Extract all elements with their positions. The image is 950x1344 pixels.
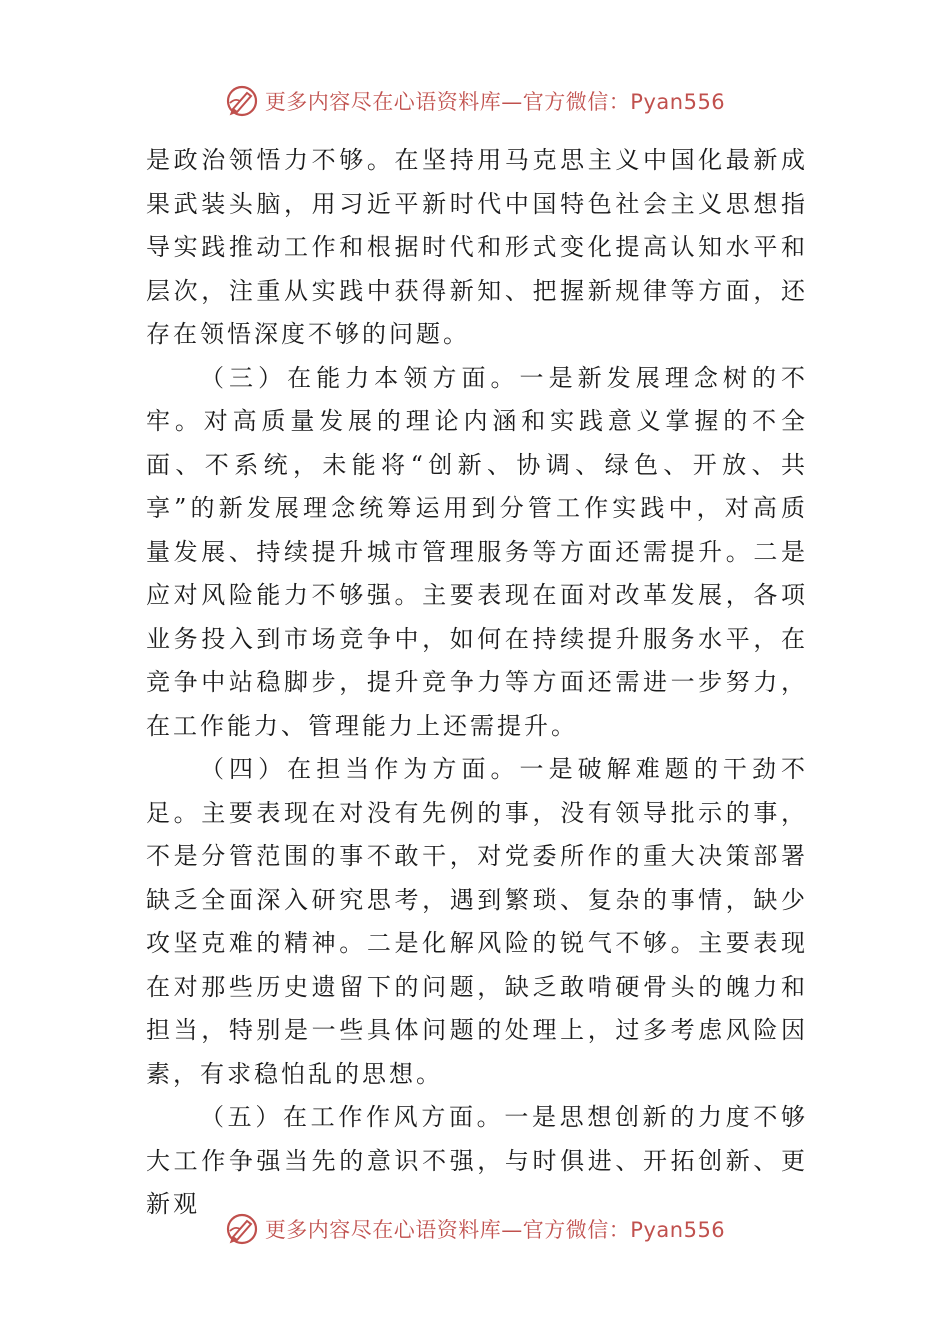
paragraph-1: 是政治领悟力不够。在坚持用马克思主义中国化最新成果武装头脑，用习近平新时代中国特色社会主义思想指导实践推动工作和根据时代和形式变化提高认知水平和层次，注重从实践中获得新知、把握新规律等方面，还存在领悟深度不够的问题。 [146, 146, 808, 348]
footer-watermark [0, 1212, 950, 1246]
paragraph-2: （三）在能力本领方面。一是新发展理念树的不牢。对高质量发展的理论内涵和实践意义掌握的不全面、不系统，未能将“创新、协调、绿色、开放、共享”的新发展理念统筹运用到分管工作实践中，对高质量发展、持续提升城市管理服务等方面还需提升。二是应对风险能力不够强。主要表现在面对改革发展，各项业务投入到市场竞争中，如何在持续提升服务水平，在竞争中站稳脚步，提升竞争力等方面还需进一步努力，在工作能力、管理能力上还需提升。 [146, 363, 808, 740]
pen-logo-icon [225, 84, 259, 118]
header-watermark [0, 84, 950, 118]
watermark-text: 更多内容尽在心语资料库—官方微信：Pyan556 [264, 90, 726, 114]
pen-logo-icon [225, 1212, 259, 1246]
paragraph-3: （四）在担当作为方面。一是破解难题的干劲不足。主要表现在对没有先例的事，没有领导批示的事，不是分管范围的事不敢干，对党委所作的重大决策部署缺乏全面深入研究思考，遇到繁琐、复杂的事情，缺少攻坚克难的精神。二是化解风险的锐气不够。主要表现在对那些历史遗留下的问题，缺乏敢啃硬骨头的魄力和担当，特别是一些具体问题的处理上，过多考虑风险因素，有求稳怕乱的思想。 [146, 755, 808, 1088]
document-body [146, 139, 808, 1227]
watermark-text: 更多内容尽在心语资料库—官方微信：Pyan556 [264, 1218, 726, 1242]
paragraph-4: （五）在工作作风方面。一是思想创新的力度不够大工作争强当先的意识不强，与时俱进、开拓创新、更新观 [146, 1103, 808, 1218]
